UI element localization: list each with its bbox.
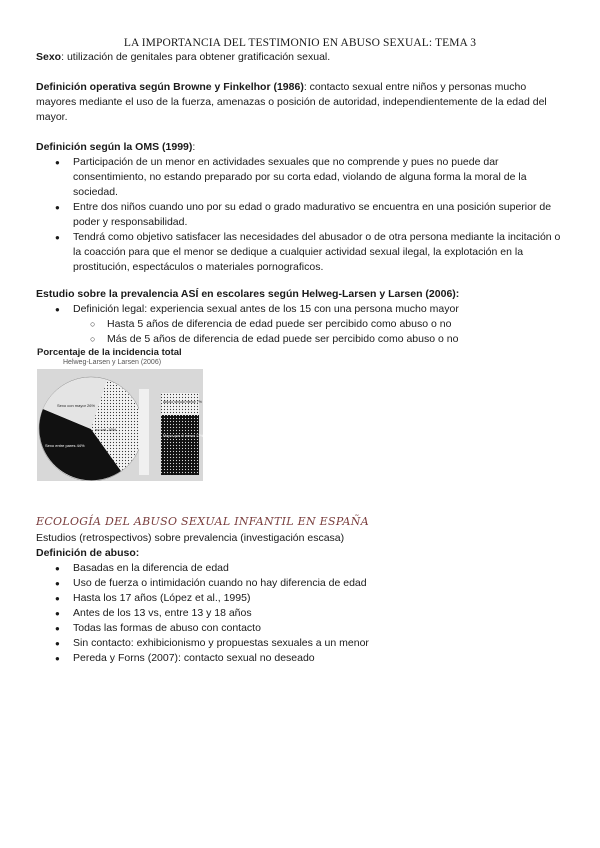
pie-bar-chart xyxy=(37,369,203,481)
sexo-text: : utilización de genitales para obtener gratificación sexual. xyxy=(61,51,331,63)
pie-label-con-mayor: Sexo con mayor 26% xyxy=(57,403,96,408)
browne-text: : contacto sexual entre niños y personas mucho mayores mediante el uso de la fuerza, amenazas o posición de autoridad, independientemente de la edad del mayor. xyxy=(36,81,547,123)
figure-image xyxy=(37,369,203,481)
oms-list xyxy=(36,155,566,275)
oms-section xyxy=(36,140,566,275)
page-title: LA IMPORTANCIA DEL TESTIMONIO EN ABUSO SEXUAL: TEMA 3 xyxy=(123,37,477,49)
ecologia-intro: Estudios (retrospectivos) sobre prevalencia (investigación escasa) xyxy=(36,532,345,544)
ecologia-section xyxy=(36,514,566,666)
pie-label-no-cat: no cat. 16% xyxy=(95,427,117,432)
list-item: ○ Más de 5 años de diferencia de edad puede ser percibido como abuso o no xyxy=(36,332,566,347)
ecologia-list xyxy=(36,561,566,666)
figure-subtitle: Helweg-Larsen y Larsen (2006) xyxy=(63,359,162,366)
list-item: ● Hasta los 17 años (López et al., 1995) xyxy=(36,591,566,606)
list-item: ● Participación de un menor en actividades sexuales que no comprende y pues no puede dar consentimiento, no estando preparado por su corta edad, violando de alguna forma la moral de la sociedad. xyxy=(36,155,566,200)
list-item: ● Entre dos niños cuando uno por su edad o grado madurativo se encuentra en una posición superior de poder y responsabilidad. xyxy=(36,200,566,230)
figure-title: Porcentaje de la incidencia total xyxy=(37,347,182,358)
list-item: ● Antes de los 13 vs, entre 13 y 18 años xyxy=(36,606,566,621)
bar-label-bottom: Mayor que el menor 17% xyxy=(163,434,203,438)
estudio-list xyxy=(36,302,566,317)
list-item: ● Pereda y Forns (2007): contacto sexual no deseado xyxy=(36,651,566,666)
oms-colon: : xyxy=(192,141,196,153)
estudio-term: Estudio sobre la prevalencia ASÍ en escolares según Helweg-Larsen y Larsen (2006): xyxy=(36,288,460,300)
estudio-section xyxy=(36,287,566,347)
ecologia-term: Definición de abuso: xyxy=(36,547,140,559)
list-item: ● Basadas en la diferencia de edad xyxy=(36,561,566,576)
bar-label-top: Abuso sexual menor 7% xyxy=(163,400,202,404)
list-item: ● Uso de fuerza o intimidación cuando no hay diferencia de edad xyxy=(36,576,566,591)
oms-term: Definición según la OMS (1999) xyxy=(36,141,193,153)
sexo-paragraph xyxy=(36,50,566,65)
list-item: ● Sin contacto: exhibicionismo y propuestas sexuales a un menor xyxy=(36,636,566,651)
browne-paragraph xyxy=(36,80,566,125)
section-heading: ECOLOGÍA DEL ABUSO SEXUAL INFANTIL EN ESPAÑA xyxy=(36,515,369,528)
list-item: ● Todas las formas de abuso con contacto xyxy=(36,621,566,636)
list-item: ● Definición legal: experiencia sexual antes de los 15 con una persona mucho mayor xyxy=(36,302,566,317)
bar-gap xyxy=(139,389,149,475)
bar-segment-top xyxy=(161,393,199,415)
list-item: ● Tendrá como objetivo satisfacer las necesidades del abusador o de otra persona mediante la incitación o la coacción para que el menor se dedique a cualquier actividad sexual ilegal, la explotación en la prostitución, espectáculos o materiales pornograficos. xyxy=(36,230,566,275)
sexo-term: Sexo xyxy=(36,51,62,63)
incidence-figure xyxy=(37,347,203,481)
estudio-sublist xyxy=(36,317,566,347)
list-item: ○ Hasta 5 años de diferencia de edad puede ser percibido como abuso o no xyxy=(36,317,566,332)
pie-label-entre-pares: Sexo entre pares 44% xyxy=(45,443,85,448)
bar-segment-bottom xyxy=(161,415,199,475)
browne-term: Definición operativa según Browne y Finkelhor (1986) xyxy=(36,81,304,93)
